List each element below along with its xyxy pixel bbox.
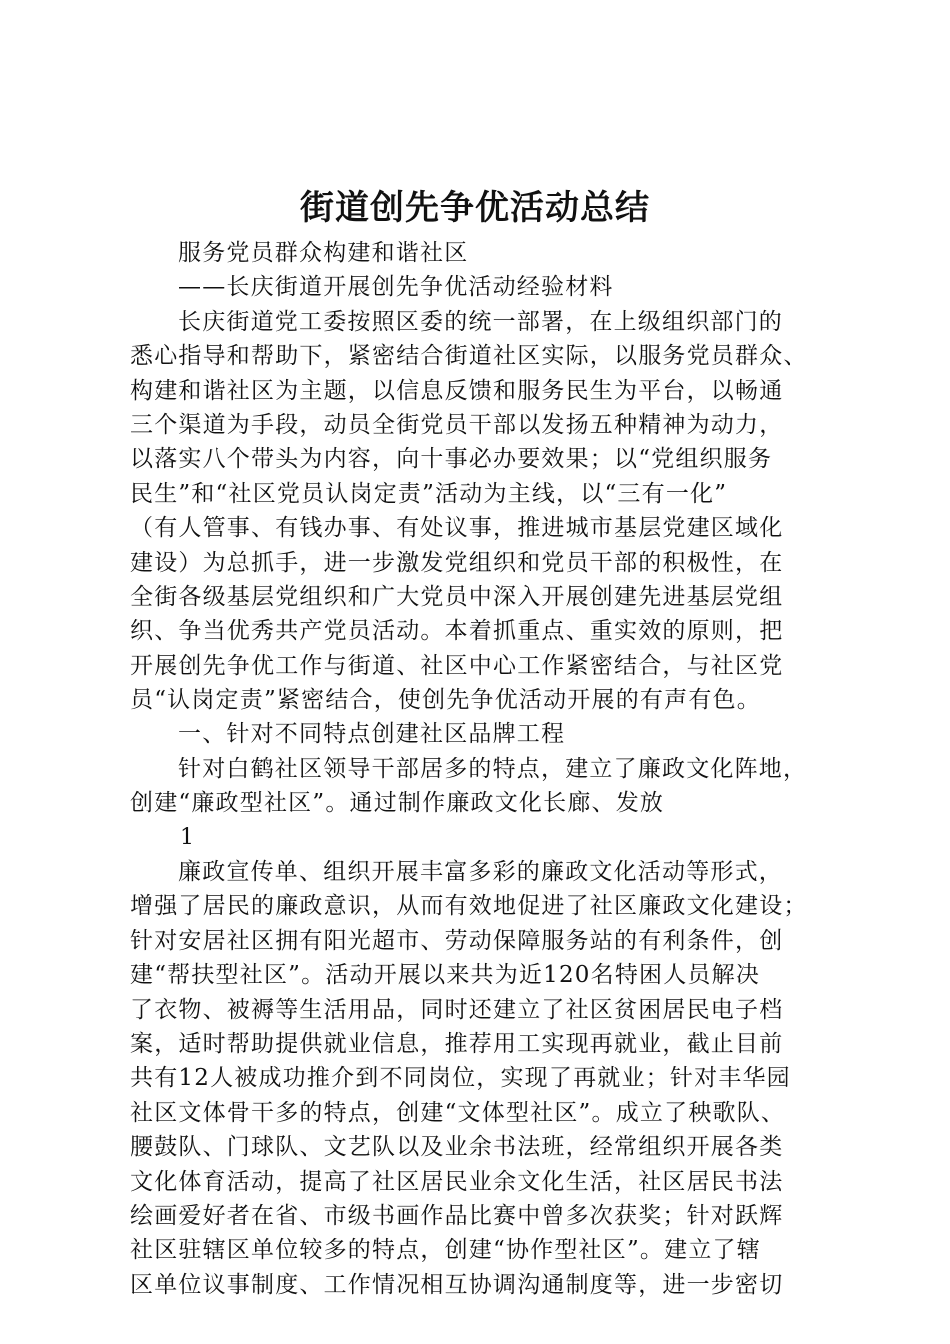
paragraph-line: 三个渠道为手段，动员全街党员干部以发扬五种精神为动力，: [130, 411, 784, 438]
document-body: [130, 236, 830, 1302]
paragraph-line: 以落实八个带头为内容，向十事必办要效果；以“党组织服务: [130, 446, 773, 473]
subtitle-line: ——长庆街道开展创先争优活动经验材料: [178, 274, 614, 301]
paragraph-line: 织、争当优秀共产党员活动。本着抓重点、重实效的原则，把: [130, 618, 784, 645]
subtitle-line: 服务党员群众构建和谐社区: [178, 240, 469, 266]
paragraph-line: 了衣物、被褥等生活用品，同时还建立了社区贫困居民电子档: [130, 996, 784, 1023]
section-heading: 一、针对不同特点创建社区品牌工程: [178, 721, 566, 748]
paragraph-line: 增强了居民的廉政意识，从而有效地促进了社区廉政文化建设；: [130, 893, 808, 920]
paragraph-line: 开展创先争优工作与街道、社区中心工作紧密结合，与社区党: [130, 652, 784, 679]
paragraph-line: 廉政宣传单、组织开展丰富多彩的廉政文化活动等形式，: [178, 859, 783, 886]
paragraph-line: 社区驻辖区单位较多的特点，创建“协作型社区”。建立了辖: [130, 1237, 761, 1264]
paragraph-line: （有人管事、有钱办事、有处议事，推进城市基层党建区域化: [130, 515, 784, 542]
paragraph-line: 针对白鹤社区领导干部居多的特点，建立了廉政文化阵地，: [178, 755, 808, 782]
paragraph-line: 员“认岗定责”紧密结合，使创先争优活动开展的有声有色。: [130, 687, 761, 714]
paragraph-line: 建设）为总抓手，进一步激发党组织和党员干部的积极性，在: [130, 549, 784, 576]
paragraph-line: 建“帮扶型社区”。活动开展以来共为近120名特困人员解决: [130, 962, 761, 989]
paragraph-line: 悉心指导和帮助下，紧密结合街道社区实际，以服务党员群众、: [130, 343, 808, 370]
paragraph-line: 创建“廉政型社区”。通过制作廉政文化长廊、发放: [130, 790, 665, 817]
paragraph-line: 绘画爱好者在省、市级书画作品比赛中曾多次获奖；针对跃辉: [130, 1202, 784, 1229]
paragraph-line: 文化体育活动，提高了社区居民业余文化生活，社区居民书法: [130, 1168, 784, 1195]
paragraph-line: 腰鼓队、门球队、文艺队以及业余书法班，经常组织开展各类: [130, 1134, 784, 1161]
paragraph-line: 针对安居社区拥有阳光超市、劳动保障服务站的有利条件，创: [130, 927, 784, 954]
paragraph-line: 区单位议事制度、工作情况相互协调沟通制度等，进一步密切: [130, 1271, 784, 1298]
paragraph-line: 案，适时帮助提供就业信息，推荐用工实现再就业，截止目前: [130, 1030, 784, 1057]
paragraph-line: 全街各级基层党组织和广大党员中深入开展创建先进基层党组: [130, 583, 784, 610]
paragraph-line: 共有12人被成功推介到不同岗位，实现了再就业；针对丰华园: [130, 1065, 791, 1092]
paragraph-line: 民生”和“社区党员认岗定责”活动为主线，以“三有一化”: [130, 480, 728, 507]
paragraph-line: 构建和谐社区为主题，以信息反馈和服务民生为平台，以畅通: [130, 377, 784, 404]
document-title: 街道创先争优活动总结: [300, 188, 650, 228]
paragraph-line: 社区文体骨干多的特点，创建“文体型社区”。成立了秧歌队、: [130, 1099, 786, 1126]
paragraph-line: 长庆街道党工委按照区委的统一部署，在上级组织部门的: [178, 308, 783, 335]
page-number: 1: [180, 824, 196, 850]
